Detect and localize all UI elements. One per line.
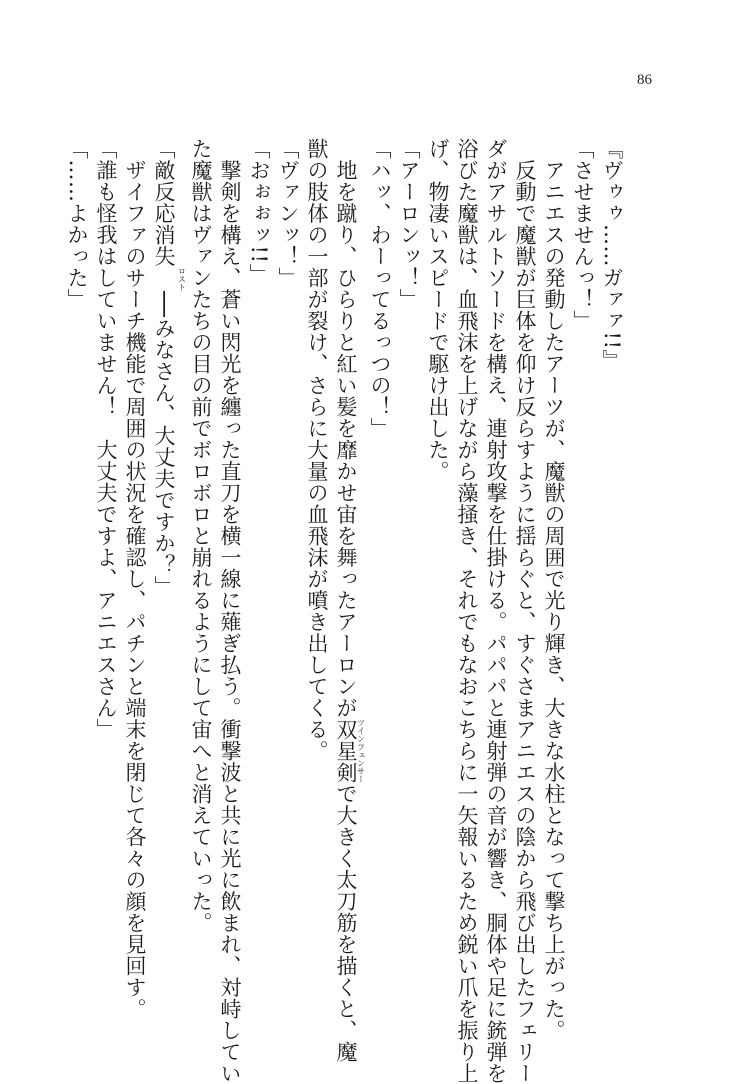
text-line-18: 「誰も怪我はしていません！ 大丈夫ですよ、アニエスさん」 (94, 138, 118, 740)
text-line-12: 「ヴァンッ！」 (276, 138, 300, 289)
text-line-13: 「おぉぉッ!!」 (247, 138, 271, 285)
text-line-9: 「ハッ、わーってるっつの！」 (368, 138, 392, 439)
text-line-6: 浴びた魔獣は、血飛沫を上げながら藻掻き、それでもなおこちらに一矢報いるため鋭い爪を振り上 (455, 138, 479, 1084)
ruby-lost-reading: ロスト (177, 267, 187, 291)
text-line-15: た魔獣はヴァンたちの目の前でボロボロと崩れるようにして宙へと消えていった。 (189, 138, 213, 934)
text-line-2: 「させませんっ！」 (571, 138, 595, 332)
text-line-7: げ、物凄いスピードで駆け出した。 (426, 138, 450, 482)
text-line-16-start: 「敵反応消失 (152, 138, 176, 267)
text-line-14: 撃剣を構え、蒼い閃光を纏った直刀を横一線に薙ぎ払う。衝撃波と共に光に飲まれ、対峙してい (218, 138, 242, 1084)
text-line-16 (149, 138, 186, 938)
text-line-10-start: 地を蹴り、ひらりと紅い髪を靡かせ宙を舞ったアーロンが (334, 138, 358, 719)
page-number: 86 (637, 72, 652, 88)
text-line-3: アニエスの発動したアーツが、魔獣の周囲で光り輝き、大きな水柱となって撃ち上がった。 (542, 138, 566, 1041)
ruby-lost (152, 267, 187, 291)
text-line-5: ダがアサルトソードを構え、連射攻撃を仕掛ける。パパパと連射弾の音が響き、胴体や足に銃弾を (484, 138, 508, 1084)
text-line-11: 獣の肢体の一部が裂け、さらに大量の血飛沫が噴き出してくる。 (305, 138, 329, 762)
ruby-twin-fencer-base: 双星剣 (334, 718, 358, 783)
text-line-4: 反動で魔獣が巨体を仰け反らすように揺らぐと、すぐさまアニエスの陰から飛び出したフェリー (513, 138, 537, 1084)
ruby-twin-fencer-reading: ツインフェンサー (356, 718, 366, 783)
text-line-10-end: で大きく太刀筋を描くと、魔 (334, 783, 358, 1063)
text-line-16-end: ──みなさん、大丈夫ですか？」 (152, 291, 176, 597)
novel-text-block (65, 138, 626, 1084)
text-line-1: 『ヴゥゥ……ガァァ!!』 (600, 138, 624, 371)
text-line-19: 「……よかった」 (65, 138, 89, 310)
text-line-8: 「アーロンッ！」 (397, 138, 421, 310)
ruby-twin-fencer (334, 718, 366, 784)
text-line-17: ザイファのサーチ機能で周囲の状況を確認し、パチンと端末を閉じて各々の顔を見回す。 (123, 138, 147, 1020)
text-line-10 (331, 138, 366, 1063)
